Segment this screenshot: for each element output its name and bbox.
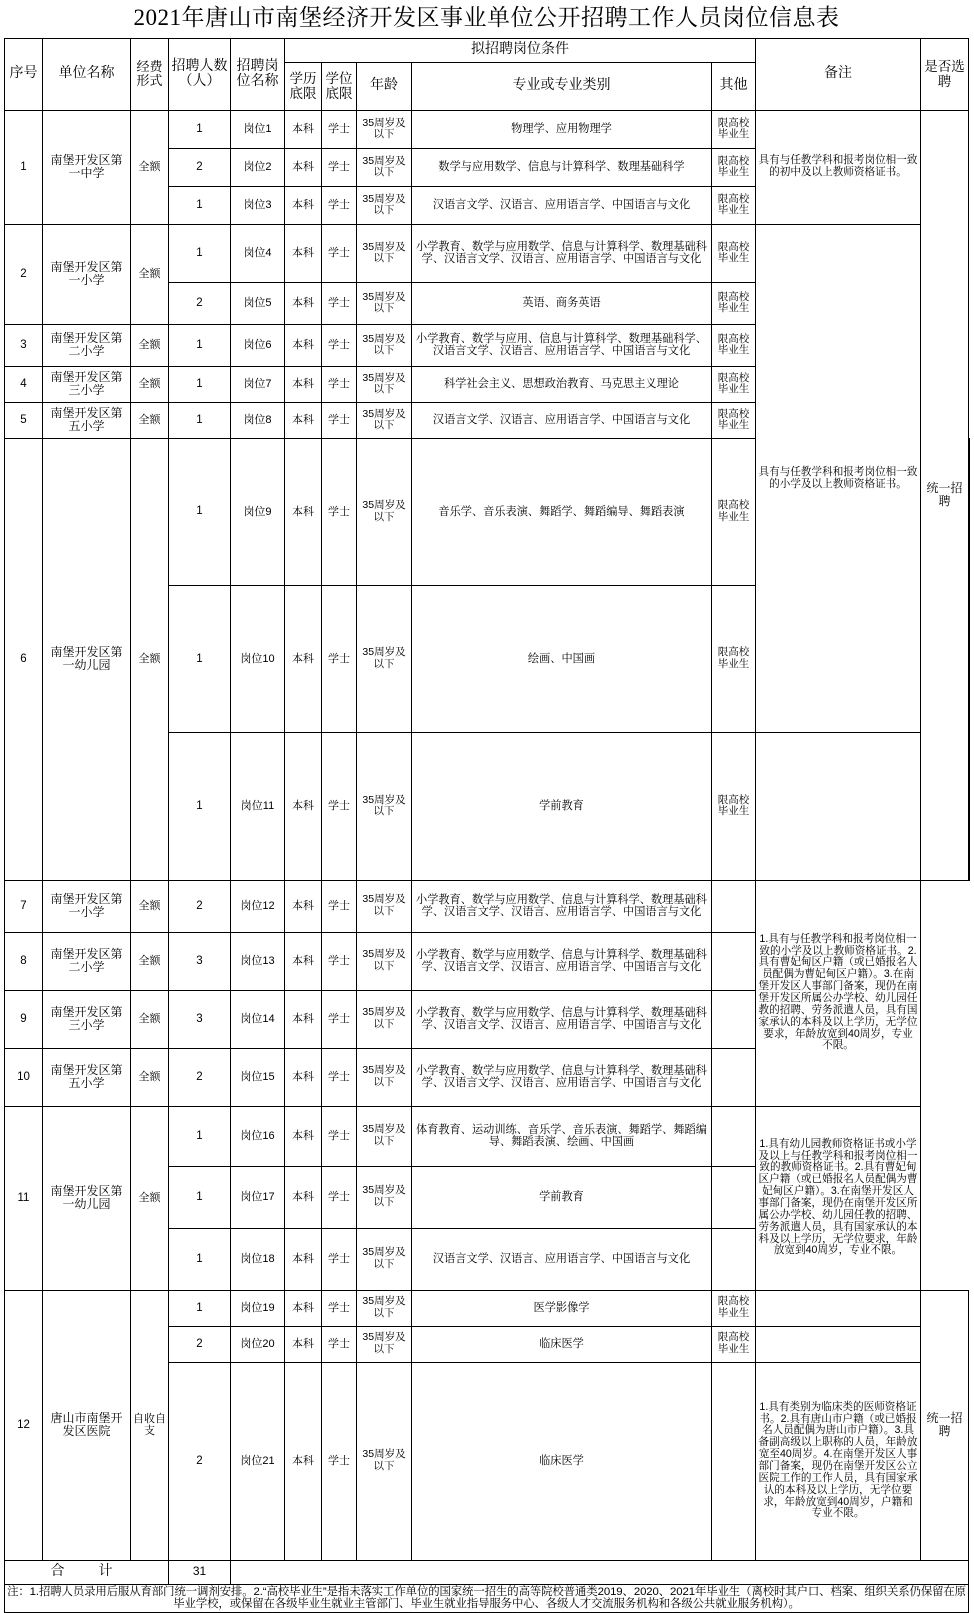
cell-education: 本科: [285, 1290, 322, 1326]
cell-seq: 10: [5, 1048, 43, 1106]
cell-degree: 学士: [322, 586, 357, 733]
cell-unit: 南堡开发区第二小学: [43, 324, 131, 366]
cell-post: 岗位14: [231, 990, 285, 1048]
cell-unit: 南堡开发区第五小学: [43, 1048, 131, 1106]
cell-major: 临床医学: [412, 1326, 712, 1362]
cell-post: 岗位19: [231, 1290, 285, 1326]
cell-education: 本科: [285, 1106, 322, 1166]
cell-degree: 学士: [322, 148, 357, 186]
header-conditions-group: 拟招聘岗位条件: [285, 38, 756, 62]
cell-major: 小学教育、数学与应用数学、信息与计算科学、数理基础科学、汉语言文学、汉语言、应用语言学、中国语言与文化: [412, 1048, 712, 1106]
cell-other: [712, 1166, 756, 1228]
cell-major: 小学教育、数学与应用数学、信息与计算科学、数理基础科学、汉语言文学、汉语言、应用语言学、中国语言与文化: [412, 990, 712, 1048]
header-remarks: 备注: [756, 38, 921, 110]
cell-education: 本科: [285, 186, 322, 224]
cell-funding: 全额: [131, 880, 169, 932]
cell-education: 本科: [285, 1326, 322, 1362]
cell-seq: 8: [5, 932, 43, 990]
cell-education: 本科: [285, 438, 322, 585]
cell-selected: 统一招聘: [921, 1290, 969, 1560]
cell-post: 岗位12: [231, 880, 285, 932]
cell-age: 35周岁及以下: [357, 586, 412, 733]
header-seq: 序号: [5, 38, 43, 110]
cell-other: 限高校毕业生: [712, 733, 756, 880]
cell-count: 1: [169, 110, 231, 148]
cell-count: 2: [169, 148, 231, 186]
cell-age: 35周岁及以下: [357, 1290, 412, 1326]
cell-major: 绘画、中国画: [412, 586, 712, 733]
cell-remarks: [756, 1326, 921, 1362]
cell-degree: 学士: [322, 186, 357, 224]
cell-unit: 南堡开发区第三小学: [43, 990, 131, 1048]
cell-funding: 全额: [131, 224, 169, 324]
cell-seq: 4: [5, 366, 43, 402]
header-row-1: [5, 38, 970, 62]
cell-unit: 南堡开发区第一小学: [43, 224, 131, 324]
cell-remarks: [969, 438, 970, 880]
cell-age: 35周岁及以下: [357, 148, 412, 186]
cell-funding: 全额: [131, 1106, 169, 1290]
cell-post: 岗位9: [231, 438, 285, 585]
cell-post: 岗位16: [231, 1106, 285, 1166]
cell-funding: 全额: [131, 402, 169, 438]
cell-other: [712, 880, 756, 932]
cell-count: 2: [169, 1326, 231, 1362]
cell-funding: 全额: [131, 438, 169, 880]
cell-degree: 学士: [322, 438, 357, 585]
page-title: 2021年唐山市南堡经济开发区事业单位公开招聘工作人员岗位信息表: [133, 5, 840, 30]
cell-funding: 全额: [131, 932, 169, 990]
cell-major: 学前教育: [412, 733, 712, 880]
cell-major: 临床医学: [412, 1362, 712, 1560]
cell-remarks: [756, 1290, 921, 1326]
cell-count: 1: [169, 366, 231, 402]
cell-major: 医学影像学: [412, 1290, 712, 1326]
cell-major: 音乐学、音乐表演、舞蹈学、舞蹈编导、舞蹈表演: [412, 438, 712, 585]
cell-seq: 12: [5, 1290, 43, 1560]
totals-label: 合 计: [5, 1560, 169, 1584]
cell-major: 英语、商务英语: [412, 282, 712, 324]
cell-funding: 全额: [131, 324, 169, 366]
cell-count: 1: [169, 186, 231, 224]
cell-degree: 学士: [322, 733, 357, 880]
cell-education: 本科: [285, 733, 322, 880]
cell-age: 35周岁及以下: [357, 366, 412, 402]
cell-count: 1: [169, 1166, 231, 1228]
cell-degree: 学士: [322, 366, 357, 402]
cell-seq: 9: [5, 990, 43, 1048]
cell-remarks: 具有与任教学科和报考岗位相一致的小学及以上教师资格证书。: [756, 224, 921, 733]
cell-post: 岗位2: [231, 148, 285, 186]
cell-education: 本科: [285, 1362, 322, 1560]
cell-seq: 7: [5, 880, 43, 932]
header-post-name: 招聘岗位名称: [231, 38, 285, 110]
cell-unit: 南堡开发区第五小学: [43, 402, 131, 438]
cell-education: 本科: [285, 110, 322, 148]
cell-major: 数学与应用数学、信息与计算科学、数理基础科学: [412, 148, 712, 186]
cell-degree: 学士: [322, 1290, 357, 1326]
cell-other: 限高校毕业生: [712, 282, 756, 324]
cell-post: 岗位10: [231, 586, 285, 733]
cell-count: 1: [169, 586, 231, 733]
cell-other: 限高校毕业生: [712, 324, 756, 366]
cell-age: 35周岁及以下: [357, 110, 412, 148]
cell-remarks: 1.具有与任教学科和报考岗位相一致的小学及以上教师资格证书。2.具有曹妃甸区户籍（或已婚报名人员配偶为曹妃甸区户籍）。3.在南堡开发区人事部门备案，现仍在南堡开发区所属公办学校、幼儿园任教的招聘、劳务派遣人员，具有国家承认的本科及以上学历，无学位要求，年龄放宽到40周岁，专业不限。: [756, 880, 921, 1106]
cell-age: 35周岁及以下: [357, 1326, 412, 1362]
cell-unit: 唐山市南堡开发区医院: [43, 1290, 131, 1560]
table-row: [5, 1290, 970, 1326]
footnote: 注：1.招聘人员录用后服从育部门统一调剂安排。2.“高校毕业生”是指未落实工作单位的国家统一招生的高等院校普通类2019、2020、2021年毕业生（离校时其户口、档案、组织关系仍保留在原毕业学校，或保留在各级毕业生就业主管部门、毕业生就业指导服务中心、各级人才交流服务机构和各级公共就业服务机构）。: [5, 1584, 969, 1613]
footnote-row: [5, 1584, 970, 1613]
cell-other: 限高校毕业生: [712, 1290, 756, 1326]
title-row: [5, 0, 970, 38]
cell-education: 本科: [285, 990, 322, 1048]
cell-age: 35周岁及以下: [357, 402, 412, 438]
cell-degree: 学士: [322, 1048, 357, 1106]
cell-count: 1: [169, 438, 231, 585]
header-selected: 是否选聘: [921, 38, 969, 110]
cell-count: 1: [169, 1290, 231, 1326]
cell-post: 岗位11: [231, 733, 285, 880]
cell-post: 岗位3: [231, 186, 285, 224]
cell-unit: 南堡开发区第一小学: [43, 880, 131, 932]
cell-other: 限高校毕业生: [712, 148, 756, 186]
cell-post: 岗位13: [231, 932, 285, 990]
cell-post: 岗位20: [231, 1326, 285, 1362]
header-funding: 经费形式: [131, 38, 169, 110]
cell-age: 35周岁及以下: [357, 282, 412, 324]
cell-education: 本科: [285, 1166, 322, 1228]
cell-other: 限高校毕业生: [712, 366, 756, 402]
cell-unit: 南堡开发区第二小学: [43, 932, 131, 990]
cell-major: 小学教育、数学与应用数学、信息与计算科学、数理基础科学、汉语言文学、汉语言、应用语言学、中国语言与文化: [412, 224, 712, 282]
header-major: 专业或专业类别: [412, 62, 712, 110]
cell-age: 35周岁及以下: [357, 932, 412, 990]
cell-other: 限高校毕业生: [712, 438, 756, 585]
cell-count: 1: [169, 324, 231, 366]
cell-count: 3: [169, 932, 231, 990]
cell-degree: 学士: [322, 224, 357, 282]
cell-post: 岗位8: [231, 402, 285, 438]
totals-row: [5, 1560, 970, 1584]
cell-seq: 5: [5, 402, 43, 438]
cell-unit: 南堡开发区第一幼儿园: [43, 1106, 131, 1290]
cell-count: 1: [169, 224, 231, 282]
cell-other: [712, 1048, 756, 1106]
cell-count: 2: [169, 282, 231, 324]
cell-major: 学前教育: [412, 1166, 712, 1228]
table-row: [5, 110, 970, 148]
cell-other: [712, 1228, 756, 1290]
cell-degree: 学士: [322, 990, 357, 1048]
cell-seq: 1: [5, 110, 43, 224]
cell-other: 限高校毕业生: [712, 586, 756, 733]
cell-major: 汉语言文学、汉语言、应用语言学、中国语言与文化: [412, 402, 712, 438]
cell-count: 2: [169, 1048, 231, 1106]
cell-funding: 全额: [131, 990, 169, 1048]
cell-education: 本科: [285, 148, 322, 186]
cell-seq: 3: [5, 324, 43, 366]
cell-degree: 学士: [322, 1362, 357, 1560]
cell-other: [712, 1106, 756, 1166]
cell-funding: 全额: [131, 366, 169, 402]
cell-unit: 南堡开发区第三小学: [43, 366, 131, 402]
header-other: 其他: [712, 62, 756, 110]
cell-post: 岗位6: [231, 324, 285, 366]
cell-age: 35周岁及以下: [357, 438, 412, 585]
cell-age: 35周岁及以下: [357, 1048, 412, 1106]
cell-post: 岗位7: [231, 366, 285, 402]
cell-seq: 11: [5, 1106, 43, 1290]
cell-degree: 学士: [322, 282, 357, 324]
cell-major: 体育教育、运动训练、音乐学、音乐表演、舞蹈学、舞蹈编导、舞蹈表演、绘画、中国画: [412, 1106, 712, 1166]
cell-remarks: 具有与任教学科和报考岗位相一致的初中及以上教师资格证书。: [756, 110, 921, 224]
cell-age: 35周岁及以下: [357, 1166, 412, 1228]
cell-funding: 自收自支: [131, 1290, 169, 1560]
cell-major: 科学社会主义、思想政治教育、马克思主义理论: [412, 366, 712, 402]
header-degree: 学位底限: [322, 62, 357, 110]
cell-count: 2: [169, 1362, 231, 1560]
cell-other: 限高校毕业生: [712, 186, 756, 224]
cell-degree: 学士: [322, 1166, 357, 1228]
cell-unit: 南堡开发区第一幼儿园: [43, 438, 131, 880]
cell-education: 本科: [285, 402, 322, 438]
cell-age: 35周岁及以下: [357, 990, 412, 1048]
cell-major: 汉语言文学、汉语言、应用语言学、中国语言与文化: [412, 1228, 712, 1290]
cell-count: 1: [169, 402, 231, 438]
cell-education: 本科: [285, 324, 322, 366]
cell-age: 35周岁及以下: [357, 1228, 412, 1290]
totals-value: 31: [169, 1560, 231, 1584]
cell-other: 限高校毕业生: [712, 224, 756, 282]
cell-other: 限高校毕业生: [712, 110, 756, 148]
cell-age: 35周岁及以下: [357, 186, 412, 224]
cell-count: 1: [169, 1228, 231, 1290]
cell-degree: 学士: [322, 1228, 357, 1290]
header-age: 年龄: [357, 62, 412, 110]
header-unit-name: 单位名称: [43, 38, 131, 110]
cell-major: 小学教育、数学与应用、信息与计算科学、数理基础科学、汉语言文学、汉语言、应用语言学、中国语言与文化: [412, 324, 712, 366]
cell-count: 1: [169, 733, 231, 880]
cell-education: 本科: [285, 880, 322, 932]
cell-other: 限高校毕业生: [712, 402, 756, 438]
cell-degree: 学士: [322, 880, 357, 932]
cell-seq: 2: [5, 224, 43, 324]
cell-count: 3: [169, 990, 231, 1048]
cell-other: [712, 932, 756, 990]
cell-age: 35周岁及以下: [357, 733, 412, 880]
cell-degree: 学士: [322, 402, 357, 438]
cell-post: 岗位15: [231, 1048, 285, 1106]
cell-other: 限高校毕业生: [712, 1326, 756, 1362]
cell-post: 岗位17: [231, 1166, 285, 1228]
cell-remarks: 1.具有类别为临床类的医师资格证书。2.具有唐山市户籍（或已婚报名人员配偶为唐山市户籍）。3.具备副高级以上职称的人员，年龄放宽至40周岁。4.在南堡开发区人事部门备案，现仍在南堡开发区公立医院工作的工作人员，具有国家承认的本科及以上学历，无学位要求，年龄放宽到40周岁，户籍和专业不限。: [756, 1362, 921, 1560]
cell-post: 岗位18: [231, 1228, 285, 1290]
cell-unit: 南堡开发区第一中学: [43, 110, 131, 224]
cell-seq: 6: [5, 438, 43, 880]
cell-age: 35周岁及以下: [357, 1362, 412, 1560]
cell-major: 汉语言文学、汉语言、应用语言学、中国语言与文化: [412, 186, 712, 224]
cell-count: 1: [169, 1106, 231, 1166]
cell-post: 岗位5: [231, 282, 285, 324]
cell-age: 35周岁及以下: [357, 880, 412, 932]
cell-education: 本科: [285, 224, 322, 282]
cell-funding: 全额: [131, 110, 169, 224]
cell-post: 岗位1: [231, 110, 285, 148]
totals-empty: [231, 1560, 969, 1584]
cell-age: 35周岁及以下: [357, 324, 412, 366]
cell-major: 小学教育、数学与应用数学、信息与计算科学、数理基础科学、汉语言文学、汉语言、应用语言学、中国语言与文化: [412, 932, 712, 990]
cell-education: 本科: [285, 932, 322, 990]
cell-age: 35周岁及以下: [357, 1106, 412, 1166]
cell-degree: 学士: [322, 1326, 357, 1362]
cell-education: 本科: [285, 586, 322, 733]
header-education: 学历底限: [285, 62, 322, 110]
cell-other: [712, 1362, 756, 1560]
cell-education: 本科: [285, 1228, 322, 1290]
cell-post: 岗位4: [231, 224, 285, 282]
cell-other: [712, 990, 756, 1048]
cell-degree: 学士: [322, 932, 357, 990]
cell-education: 本科: [285, 1048, 322, 1106]
cell-education: 本科: [285, 282, 322, 324]
table-row: [5, 1106, 970, 1166]
cell-age: 35周岁及以下: [357, 224, 412, 282]
cell-remarks: 1.具有幼儿园教师资格证书或小学及以上与任教学科和报考岗位相一致的教师资格证书。2.具有曹妃甸区户籍（或已婚报名人员配偶为曹妃甸区户籍）。3.在南堡开发区人事部门备案，现仍在南堡开发区所属公办学校、幼儿园任教的招聘、劳务派遣人员，具有国家承认的本科及以上学历，无学位要求，年龄放宽到40周岁，专业不限。: [756, 1106, 921, 1290]
cell-major: 物理学、应用物理学: [412, 110, 712, 148]
cell-degree: 学士: [322, 110, 357, 148]
table-row: [5, 880, 970, 932]
cell-degree: 学士: [322, 324, 357, 366]
header-headcount: 招聘人数（人）: [169, 38, 231, 110]
cell-funding: 全额: [131, 1048, 169, 1106]
recruitment-table: [4, 0, 970, 1613]
table-row: [5, 224, 970, 282]
cell-post: 岗位21: [231, 1362, 285, 1560]
cell-selected: 统一招聘: [921, 110, 969, 880]
cell-major: 小学教育、数学与应用数学、信息与计算科学、数理基础科学、汉语言文学、汉语言、应用语言学、中国语言与文化: [412, 880, 712, 932]
cell-education: 本科: [285, 366, 322, 402]
cell-count: 2: [169, 880, 231, 932]
cell-degree: 学士: [322, 1106, 357, 1166]
